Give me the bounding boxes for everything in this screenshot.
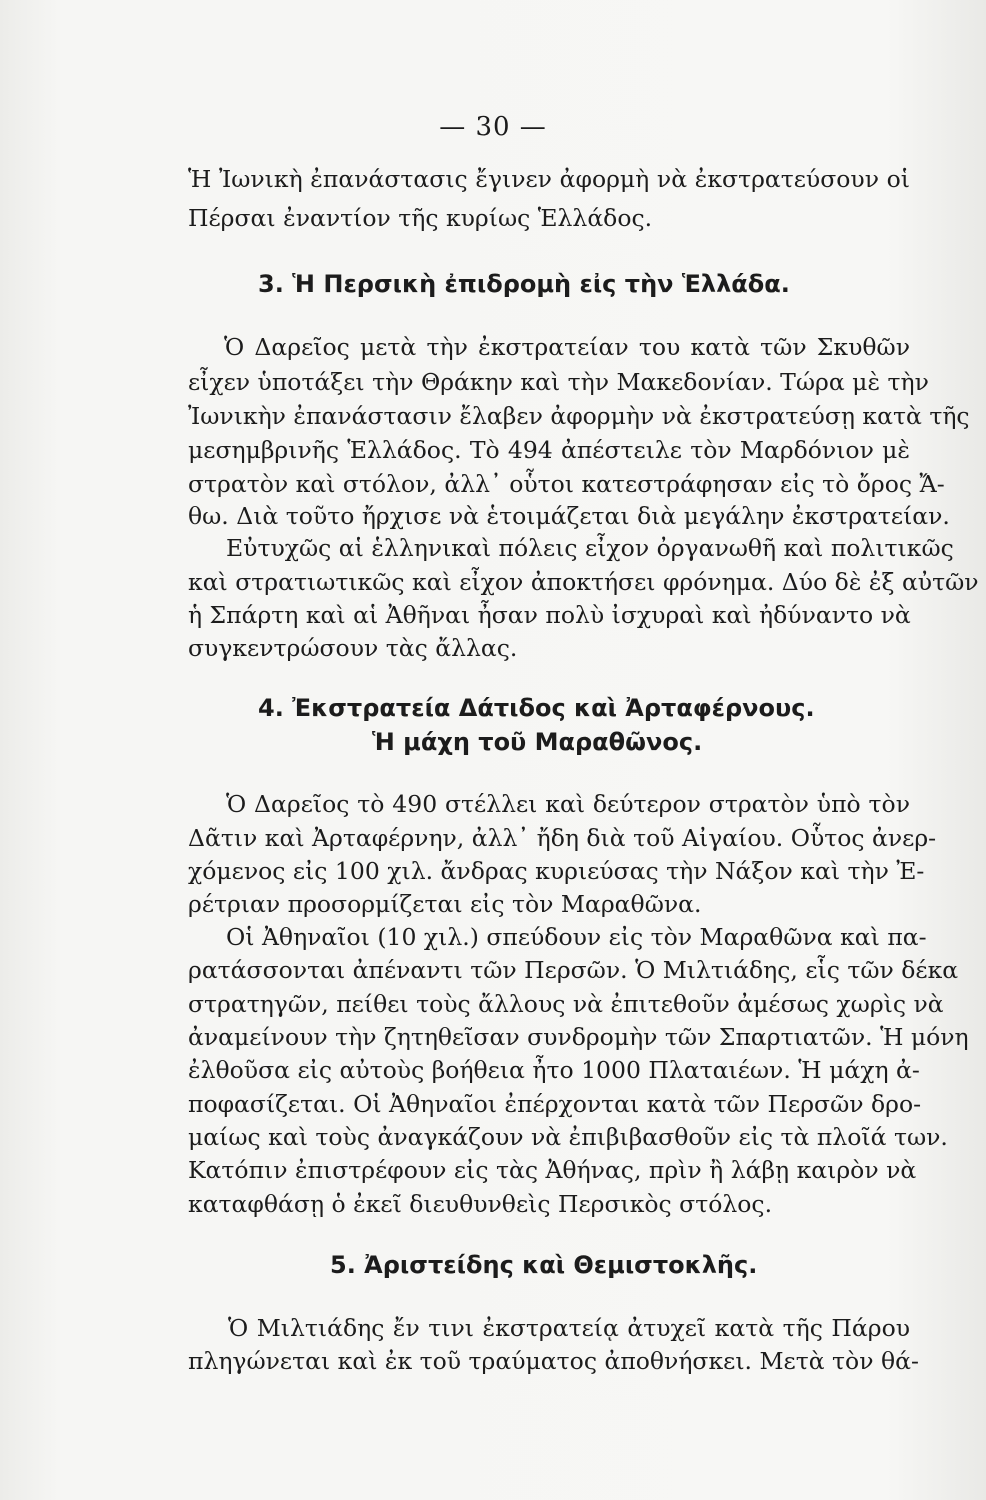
text-line: ἡ Σπάρτη καὶ αἱ Ἀθῆναι ἦσαν πολὺ ἰσχυραὶ καὶ ἠδύναντο νὰ <box>188 601 911 629</box>
text-line: καὶ στρατιωτικῶς καὶ εἶχον ἀποκτήσει φρόνημα. Δύο δὲ ἐξ αὐτῶν <box>188 568 979 596</box>
text-line: συγκεντρώσουν τὰς ἄλλας. <box>188 634 518 662</box>
text-line: ποφασίζεται. Οἱ Ἀθηναῖοι ἐπέρχονται κατὰ τῶν Περσῶν δρο- <box>188 1090 922 1118</box>
text-line: χόμενος εἰς 100 χιλ. ἄνδρας κυριεύσας τὴν Νάξον καὶ τὴν Ἐ- <box>188 857 925 885</box>
text-line: θω. Διὰ τοῦτο ἤρχισε νὰ ἑτοιμάζεται διὰ μεγάλην ἐκστρατείαν. <box>188 502 950 530</box>
text-line: στρατὸν καὶ στόλον, ἀλλ᾽ οὗτοι κατεστράφησαν εἰς τὸ ὄρος Ἄ- <box>188 470 945 498</box>
text-line: μεσημβρινῆς Ἑλλάδος. Τὸ 494 ἀπέστειλε τὸν Μαρδόνιον μὲ <box>188 436 910 464</box>
text-line: ἐλθοῦσα εἰς αὐτοὺς βοήθεια ἦτο 1000 Πλαταιέων. Ἡ μάχη ἀ- <box>188 1056 920 1084</box>
text-line: μαίως καὶ τοὺς ἀναγκάζουν νὰ ἐπιβιβασθοῦν εἰς τὰ πλοῖά των. <box>188 1123 948 1151</box>
text-line: Εὐτυχῶς αἱ ἑλληνικαὶ πόλεις εἶχον ὀργανωθῆ καὶ πολιτικῶς <box>226 534 954 562</box>
text-line: Ἰωνικὴν ἐπανάστασιν ἔλαβεν ἀφορμὴν νὰ ἐκστρατεύσῃ κατὰ τῆς <box>188 402 970 430</box>
text-line: ρέτριαν προσορμίζεται εἰς τὸν Μαραθῶνα. <box>188 890 702 918</box>
text-line: Ὁ Δαρεῖος μετὰ τὴν ἐκστρατείαν του κατὰ τῶν Σκυθῶν <box>224 333 910 361</box>
page-number: — 30 — <box>439 112 547 142</box>
text-line: στρατηγῶν, πείθει τοὺς ἄλλους νὰ ἐπιτεθοῦν ἀμέσως χωρὶς νὰ <box>188 990 944 1018</box>
text-line: Κατόπιν ἐπιστρέφουν εἰς τὰς Ἀθήνας, πρὶν ἢ λάβῃ καιρὸν νὰ <box>188 1156 917 1184</box>
text-line: Ὁ Μιλτιάδης ἔν τινι ἐκστρατείᾳ ἀτυχεῖ κατὰ τῆς Πάρου <box>228 1314 910 1342</box>
section-heading-5: 5. Ἀριστείδης καὶ Θεμιστοκλῆς. <box>330 1251 758 1279</box>
section-heading-4: 4. Ἐκστρατεία Δάτιδος καὶ Ἀρταφέρνους. <box>258 694 815 722</box>
text-line: ἀναμείνουν τὴν ζητηθεῖσαν συνδρομὴν τῶν Σπαρτιατῶν. Ἡ μόνη <box>188 1023 969 1051</box>
text-line: πληγώνεται καὶ ἐκ τοῦ τραύματος ἀποθνήσκει. Μετὰ τὸν θά- <box>188 1347 919 1375</box>
text-line: εἶχεν ὑποτάξει τὴν Θράκην καὶ τὴν Μακεδονίαν. Τώρα μὲ τὴν <box>188 368 929 396</box>
text-line: καταφθάσῃ ὁ ἐκεῖ διευθυνθεὶς Περσικὸς στόλος. <box>188 1190 773 1218</box>
text-line: Ὁ Δαρεῖος τὸ 490 στέλλει καὶ δεύτερον στρατὸν ὑπὸ τὸν <box>226 790 910 818</box>
section-subheading-4: Ἡ μάχη τοῦ Μαραθῶνος. <box>372 728 703 756</box>
text-line: Οἱ Ἀθηναῖοι (10 χιλ.) σπεύδουν εἰς τὸν Μαραθῶνα καὶ πα- <box>226 923 927 951</box>
text-line: ρατάσσονται ἀπέναντι τῶν Περσῶν. Ὁ Μιλτιάδης, εἷς τῶν δέκα <box>188 956 959 984</box>
text-line: Δᾶτιν καὶ Ἀρταφέρνην, ἀλλ᾽ ἤδη διὰ τοῦ Αἰγαίου. Οὗτος ἀνερ- <box>188 824 937 852</box>
text-line: Ἡ Ἰωνικὴ ἐπανάστασις ἔγινεν ἀφορμὴ νὰ ἐκστρατεύσουν οἱ <box>188 165 910 193</box>
section-heading-3: 3. Ἡ Περσικὴ ἐπιδρομὴ εἰς τὴν Ἑλλάδα. <box>258 270 790 298</box>
text-line: Πέρσαι ἐναντίον τῆς κυρίως Ἑλλάδος. <box>188 204 653 232</box>
